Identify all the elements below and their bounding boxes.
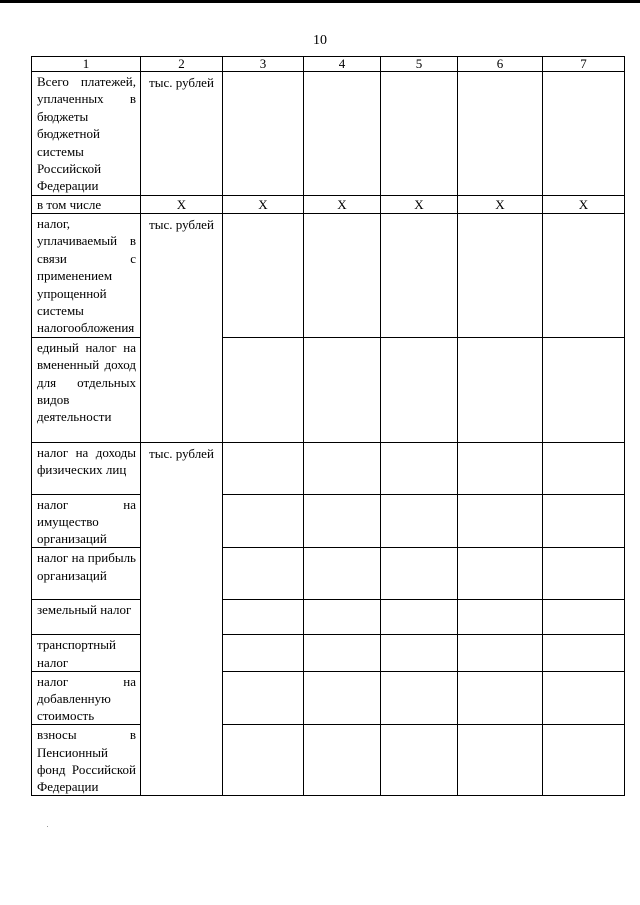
row-label: налог на имущество организаций [32, 494, 141, 548]
input-cell[interactable] [304, 214, 381, 338]
input-cell[interactable] [543, 337, 625, 442]
table-row [32, 72, 625, 196]
input-cell[interactable] [304, 725, 381, 796]
input-cell[interactable] [458, 671, 543, 725]
input-cell[interactable] [381, 214, 458, 338]
unit-cell [141, 671, 223, 725]
unit-cell [141, 725, 223, 796]
column-number: 4 [304, 57, 381, 72]
input-cell[interactable] [458, 337, 543, 442]
input-cell[interactable] [458, 214, 543, 338]
column-number: 5 [381, 57, 458, 72]
input-cell[interactable] [458, 635, 543, 671]
input-cell[interactable] [304, 600, 381, 635]
input-cell[interactable] [381, 548, 458, 600]
input-cell[interactable] [223, 337, 304, 442]
table-row [32, 494, 625, 548]
input-cell[interactable] [223, 725, 304, 796]
x-mark: Х [543, 196, 625, 214]
column-number: 7 [543, 57, 625, 72]
row-label: земельный налог [32, 600, 141, 635]
input-cell[interactable] [304, 494, 381, 548]
column-number: 2 [141, 57, 223, 72]
x-mark: Х [304, 196, 381, 214]
table-row [32, 442, 625, 494]
input-cell[interactable] [458, 72, 543, 196]
column-number: 3 [223, 57, 304, 72]
input-cell[interactable] [458, 600, 543, 635]
input-cell[interactable] [381, 442, 458, 494]
input-cell[interactable] [304, 72, 381, 196]
table-row [32, 725, 625, 796]
row-label: налог, уплачиваемый в связи с применением упрощенной системы налогообложения [32, 214, 141, 338]
input-cell[interactable] [223, 214, 304, 338]
unit-cell [141, 600, 223, 635]
input-cell[interactable] [223, 600, 304, 635]
input-cell[interactable] [223, 72, 304, 196]
input-cell[interactable] [304, 337, 381, 442]
input-cell[interactable] [458, 548, 543, 600]
table-row [32, 671, 625, 725]
input-cell[interactable] [543, 600, 625, 635]
x-mark: Х [381, 196, 458, 214]
input-cell[interactable] [223, 671, 304, 725]
unit-cell [141, 337, 223, 442]
input-cell[interactable] [543, 214, 625, 338]
input-cell[interactable] [223, 548, 304, 600]
table-row [32, 214, 625, 338]
input-cell[interactable] [223, 442, 304, 494]
input-cell[interactable] [381, 337, 458, 442]
x-mark: Х [141, 196, 223, 214]
page-number: 10 [313, 33, 327, 48]
input-cell[interactable] [381, 671, 458, 725]
input-cell[interactable] [458, 442, 543, 494]
row-label: транспортный налог [32, 635, 141, 671]
input-cell[interactable] [543, 442, 625, 494]
row-label: налог на добавленную стоимость [32, 671, 141, 725]
column-number: 6 [458, 57, 543, 72]
unit-cell: тыс. рублей [141, 214, 223, 338]
input-cell[interactable] [458, 725, 543, 796]
input-cell[interactable] [543, 72, 625, 196]
table-row [32, 548, 625, 600]
top-rule [0, 0, 640, 3]
input-cell[interactable] [381, 494, 458, 548]
table-row [32, 635, 625, 671]
unit-cell [141, 494, 223, 548]
input-cell[interactable] [381, 635, 458, 671]
report-table [31, 56, 625, 796]
input-cell[interactable] [543, 548, 625, 600]
input-cell[interactable] [304, 671, 381, 725]
x-mark: Х [458, 196, 543, 214]
input-cell[interactable] [381, 72, 458, 196]
input-cell[interactable] [458, 494, 543, 548]
scan-speck [47, 826, 48, 827]
row-label: в том числе [32, 196, 141, 214]
input-cell[interactable] [543, 671, 625, 725]
unit-cell [141, 635, 223, 671]
column-number-row [32, 57, 625, 72]
input-cell[interactable] [381, 600, 458, 635]
column-number: 1 [32, 57, 141, 72]
table-row [32, 600, 625, 635]
input-cell[interactable] [223, 494, 304, 548]
input-cell[interactable] [304, 548, 381, 600]
row-label: взносы в Пенсионный фонд Российской Федерации [32, 725, 141, 796]
table-row [32, 196, 625, 214]
input-cell[interactable] [543, 725, 625, 796]
input-cell[interactable] [223, 635, 304, 671]
input-cell[interactable] [543, 494, 625, 548]
row-label: налог на доходы физических лиц [32, 442, 141, 494]
unit-cell: тыс. рублей [141, 72, 223, 196]
row-label: единый налог на вмененный доход для отдельных видов деятельности [32, 337, 141, 442]
row-label: Всего платежей, уплаченных в бюджеты бюджетной системы Российской Федерации [32, 72, 141, 196]
input-cell[interactable] [304, 442, 381, 494]
table-row [32, 337, 625, 442]
x-mark: Х [223, 196, 304, 214]
input-cell[interactable] [543, 635, 625, 671]
input-cell[interactable] [381, 725, 458, 796]
unit-cell [141, 548, 223, 600]
row-label: налог на прибыль организаций [32, 548, 141, 600]
input-cell[interactable] [304, 635, 381, 671]
unit-cell: тыс. рублей [141, 442, 223, 494]
